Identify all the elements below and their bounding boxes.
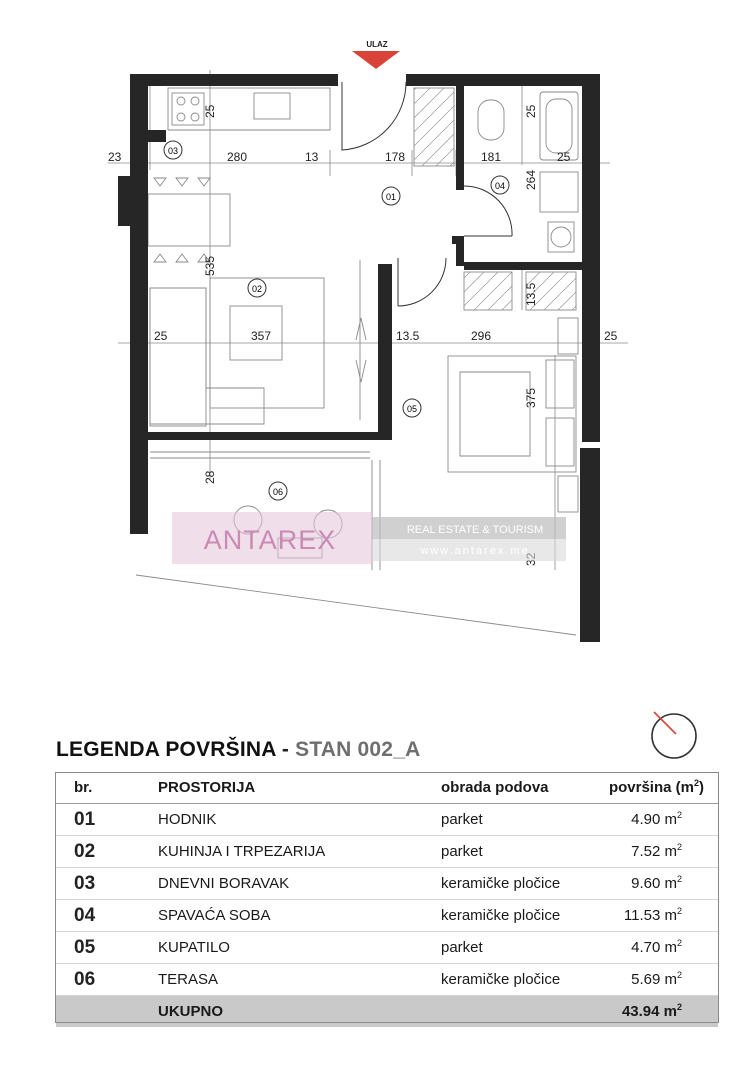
dim-296: 296 xyxy=(471,329,492,343)
dimension-labels xyxy=(108,104,618,566)
svg-text:05: 05 xyxy=(406,404,418,414)
dim-178: 178 xyxy=(385,150,406,164)
dim-13: 13 xyxy=(305,150,319,164)
table-row: 03 DNEVNI BORAVAK keramičke pločice 9.60 $m^2$ xyxy=(56,868,718,900)
dim-357: 357 xyxy=(251,329,272,343)
svg-text:03: 03 xyxy=(167,146,179,156)
total-row xyxy=(56,996,718,1028)
svg-text:06: 06 xyxy=(272,487,284,497)
legend-title-main: LEGENDA POVRŠINA xyxy=(56,738,276,761)
table-row: 01 HODNIK parket 4.90 $m^2$ xyxy=(56,804,718,836)
entrance-marker xyxy=(352,40,400,69)
watermark-tagline: REAL ESTATE & TOURISM xyxy=(406,524,544,536)
watermark xyxy=(172,512,566,564)
room-tag-03 xyxy=(164,141,182,159)
dim-280: 280 xyxy=(227,150,248,164)
header-room: PROSTORIJA xyxy=(158,772,441,804)
header-no: br. xyxy=(56,772,158,804)
watermark-brand: ANTAREX xyxy=(203,525,337,555)
dim-13-5-v: 13.5 xyxy=(524,282,538,306)
table-row: 06 TERASA keramičke pločice 5.69 $m^2$ xyxy=(56,964,718,996)
total-label: UKUPNO xyxy=(158,996,441,1028)
room-tag-01 xyxy=(382,187,400,205)
dimension-lines xyxy=(108,70,628,570)
dim-25-v1: 25 xyxy=(203,104,217,118)
svg-text:04: 04 xyxy=(494,181,506,191)
table-row: 05 KUPATILO parket 4.70 $m^2$ xyxy=(56,932,718,964)
dim-264: 264 xyxy=(524,169,538,190)
dim-535: 535 xyxy=(203,255,217,276)
entrance-label: ULAZ xyxy=(366,40,388,49)
legend-title-separator: - xyxy=(275,738,296,761)
svg-text:02: 02 xyxy=(251,284,263,294)
dim-25-right: 25 xyxy=(604,329,618,343)
watermark-url: www.antarex.me xyxy=(420,545,530,557)
dim-25-top: 25 xyxy=(557,150,571,164)
room-tags xyxy=(164,141,509,500)
svg-text:01: 01 xyxy=(385,192,397,202)
dim-181: 181 xyxy=(481,150,502,164)
north-compass-icon xyxy=(648,708,700,760)
dim-23: 23 xyxy=(108,150,122,164)
dim-375: 375 xyxy=(524,387,538,408)
legend-title xyxy=(56,738,420,762)
header-area: površina $(m^2)$ xyxy=(603,772,718,804)
table-row: 02 KUHINJA I TRPEZARIJA parket 7.52 $m^2$ xyxy=(56,836,718,868)
dim-25-v2: 25 xyxy=(524,104,538,118)
table-header-row xyxy=(56,772,718,804)
area-table xyxy=(56,772,718,1027)
room-tag-02 xyxy=(248,279,266,297)
total-area: 43.94 $m^2$ xyxy=(603,996,718,1028)
dim-28: 28 xyxy=(203,470,217,484)
room-tag-04 xyxy=(491,176,509,194)
header-floor: obrada podova xyxy=(441,772,603,804)
dim-25-left: 25 xyxy=(154,329,168,343)
room-tag-05 xyxy=(403,399,421,417)
room-tag-06 xyxy=(269,482,287,500)
entrance-arrow-icon xyxy=(352,51,400,69)
legend-subtitle: STAN 002_A xyxy=(295,738,421,761)
dim-13-5: 13.5 xyxy=(396,329,420,343)
table-row: 04 SPAVAĆA SOBA keramičke pločice 11.53 $m^2$ xyxy=(56,900,718,932)
